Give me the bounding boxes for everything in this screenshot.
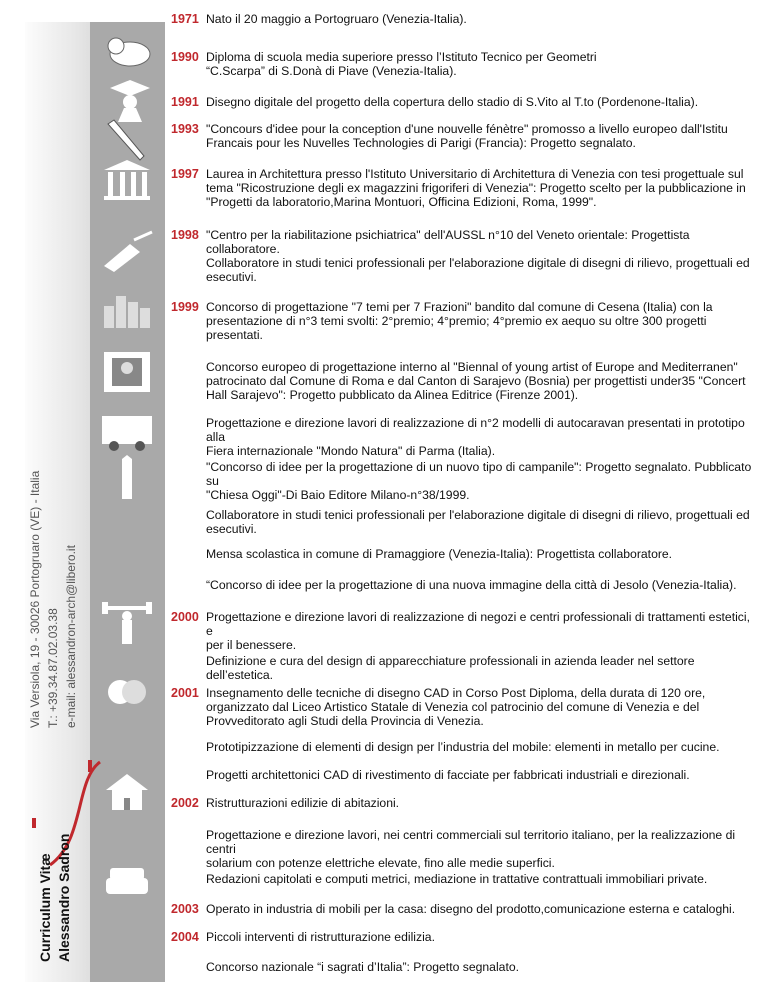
baby-icon (100, 30, 154, 74)
entry-text: Mensa scolastica in comune di Pramaggiore (Venezia-Italia): Progettista collaboratore. (206, 547, 673, 561)
cv-entry (171, 654, 756, 682)
sofa-icon (100, 860, 154, 904)
temple-icon (100, 158, 154, 202)
entry-year: 2001 (171, 686, 199, 700)
cv-entry (171, 610, 756, 652)
entry-text: "Centro per la riabilitazione psichiatrica" dell'AUSSL n°10 del Veneto orientale: Progettista collaboratore. (206, 228, 690, 256)
cv-entry (171, 95, 756, 109)
entry-text: Piccoli interventi di ristrutturazione edilizia. (206, 930, 435, 944)
cv-entry (171, 768, 756, 782)
cv-entry (171, 930, 756, 944)
cv-entry (171, 12, 756, 26)
phone: T.: +39.34.87.02.03.38 (46, 608, 60, 728)
cv-name: Alessandro Sadron (56, 833, 72, 962)
entry-text: Progetti architettonici CAD di rivestimento di facciate per fabbricati industriali e direzionali. (206, 768, 690, 782)
cv-entry (171, 508, 756, 536)
faces-icon (100, 670, 154, 714)
entry-text: Progettazione e direzione lavori di realizzazione di n°2 modelli di autocaravan presentati in prototipo alla Fiera internazionale "Mondo Natura" di Parma (Italia). (206, 416, 745, 458)
entry-year: 2003 (171, 902, 199, 916)
cv-entry (171, 828, 756, 870)
cv-entry (171, 122, 756, 150)
entry-text: Definizione e cura del design di apparecchiature professionali in azienda leader nel settore dell’estetica. (206, 654, 695, 682)
cv-entry (171, 300, 756, 342)
entry-text: Concorso nazionale “i sagrati d’Italia”: Progetto segnalato. (206, 960, 519, 974)
entry-year: 2004 (171, 930, 199, 944)
entry-year: 1993 (171, 122, 199, 136)
entry-text: Progettazione e direzione lavori, nei centri commerciali sul territorio italiano, per la realizzazione di centri solarium con potenze elettriche elevate, fino alle medie superfici. (206, 828, 736, 870)
entry-text: Laurea in Architettura presso l'Istituto Universitario di Architettura di Venezia con tesi progettuale sul tema "Ricostruzione degli ex magazzini frigoriferi di Venezia": Progetto scelto per la pubblicazione in "Progetti da laboratorio,Marina Montuori, Officina Edizioni, Roma, 1999". (206, 167, 746, 209)
entry-year: 1997 (171, 167, 199, 181)
graduate-icon (100, 78, 154, 122)
entry-text: “Concorso di idee per la progettazione di una nuova immagine della città di Jesolo (Venezia-Italia). (206, 578, 737, 592)
cv-entry (171, 796, 756, 810)
cv-entry (171, 578, 756, 592)
entry-year: 1991 (171, 95, 199, 109)
framed-portrait-icon (100, 350, 154, 394)
cv-entry (171, 228, 756, 256)
entry-text: Collaboratore in studi tenici professionali per l'elaborazione digitale di disegni di rilievo, progettuali ed esecutivi. (206, 508, 750, 536)
cv-entry (171, 416, 756, 458)
entry-year: 1971 (171, 12, 199, 26)
entry-year: 1990 (171, 50, 199, 64)
cv-entry (171, 960, 756, 974)
cv-entry (171, 902, 756, 916)
entry-year: 1999 (171, 300, 199, 314)
entry-text: "Concorso di idee per la progettazione di un nuovo tipo di campanile": Progetto segnalato. Pubblicato su "Chiesa Oggi"-Di Baio Editore Milano-n°38/1999. (206, 460, 752, 502)
cv-entry (171, 360, 756, 402)
city-icon (100, 288, 154, 332)
house-icon (100, 770, 154, 814)
cv-entry (171, 872, 756, 886)
cv-entry (171, 460, 756, 502)
entry-text: Concorso europeo di progettazione interno al "Biennal of young artist of Europe and Mediterranen" patrocinato dal Comune di Roma e dal Canton di Sarajevo (Bosnia) per progettisti under35 "Concert Hall Sarajevo": Progetto pubblicato da Alinea Editrice (Firenze 2001). (206, 360, 746, 402)
entry-text: Diploma di scuola media superiore presso l’Istituto Tecnico per Geometri “C.Scarpa” di S.Donà di Piave (Venezia-Italia). (206, 50, 597, 78)
entry-text: Operato in industria di mobili per la casa: disegno del prodotto,comunicazione esterna e cataloghi. (206, 902, 736, 916)
entry-text: "Concours d'idee pour la conception d'une nouvelle fénètre" promosso a livello europeo dall'Istitu Francais pour les Nuvelles Technologies di Parigi (Francia): Progetto segnalato. (206, 122, 728, 150)
entry-year: 2000 (171, 610, 199, 624)
cv-entry (171, 547, 756, 561)
cv-entry (171, 167, 756, 209)
cv-entry (171, 50, 756, 78)
entry-text: Prototipizzazione di elementi di design per l’industria del mobile: elementi in metallo per cucine. (206, 740, 720, 754)
entry-text: Ristrutturazioni edilizie di abitazioni. (206, 796, 400, 810)
email[interactable]: e-mail: alessandron-arch@libero.it (64, 545, 78, 728)
entry-text: Insegnamento delle tecniche di disegno CAD in Corso Post Diploma, della durata di 120 ore, organizzato dal Liceo Artistico Statale di Venezia col patrocinio del comune di Venezia e del Provveditorato agli Studi della Provincia di Venezia. (206, 686, 706, 728)
entry-text: Progettazione e direzione lavori di realizzazione di negozi e centri professionali di trattamenti estetici, e per il benessere. (206, 610, 750, 652)
entry-text: Nato il 20 maggio a Portogruaro (Venezia-Italia). (206, 12, 467, 26)
camper-icon (100, 410, 154, 454)
cv-entry (171, 686, 756, 728)
bell-tower-icon (100, 455, 154, 499)
entry-text: Collaboratore in studi tenici professionali per l'elaborazione digitale di disegni di rilievo, progettuali ed esecutivi. (206, 256, 750, 284)
entry-text: Concorso di progettazione "7 temi per 7 Frazioni" bandito dal comune di Cesena (Italia) con la presentazione di n°3 temi svolti: 2°premio; 4°premio; 4°premio ex aequo su oltre 300 progetti presentati. (206, 300, 713, 342)
cv-entry (171, 256, 756, 284)
cv-entry (171, 740, 756, 754)
drawing-hand-icon (100, 230, 154, 274)
entry-text: Redazioni capitolati e computi metrici, mediazione in trattative contrattuali immobiliari private. (206, 872, 708, 886)
weightlifter-icon (100, 600, 154, 644)
entry-year: 2002 (171, 796, 199, 810)
pencil-icon (100, 118, 154, 162)
address: Via Versiola, 19 - 30026 Portogruaro (VE) - Italia (28, 470, 42, 728)
cv-title: Curriculum Vitæ (37, 853, 53, 962)
entry-year: 1998 (171, 228, 199, 242)
entry-text: Disegno digitale del progetto della copertura dello stadio di S.Vito al T.to (Pordenone-Italia). (206, 95, 699, 109)
